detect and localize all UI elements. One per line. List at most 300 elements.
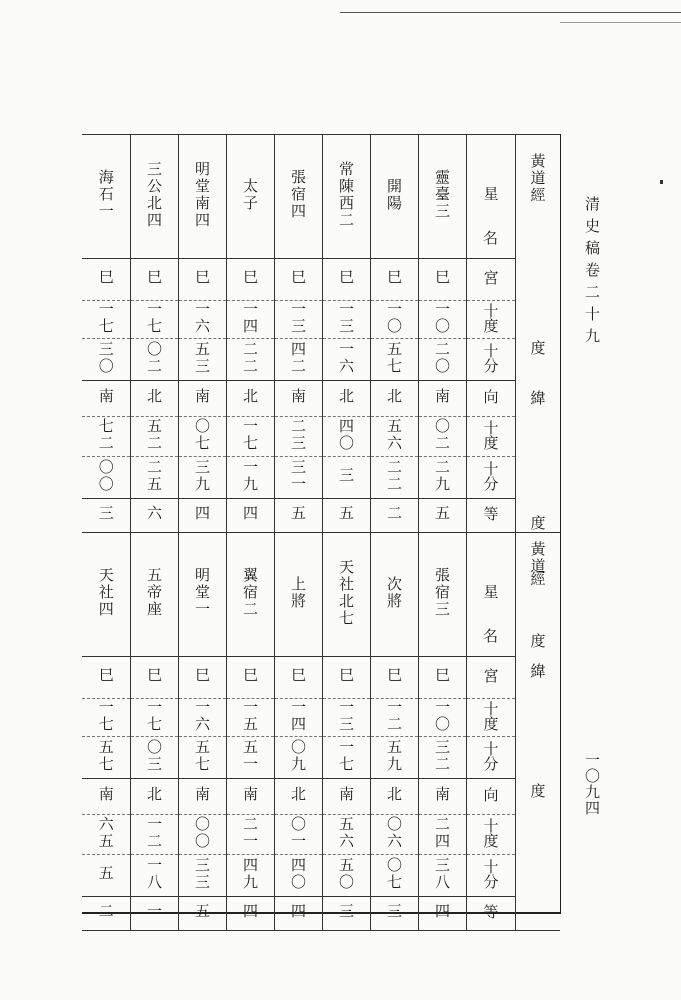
value-lon_min: 四二 bbox=[289, 340, 307, 375]
section-header-text: 度 bbox=[528, 340, 547, 357]
value-cell bbox=[274, 656, 322, 698]
value-cell bbox=[274, 498, 322, 532]
value-cell bbox=[370, 736, 418, 778]
lower-mag-row bbox=[82, 896, 560, 930]
value-mag: 五 bbox=[337, 505, 355, 522]
value-lat_min: 五 bbox=[96, 865, 115, 882]
star-name: 天社四 bbox=[96, 567, 115, 618]
value-mag: 五 bbox=[289, 505, 307, 522]
value-cell bbox=[130, 300, 178, 338]
upper-name-row bbox=[82, 135, 560, 258]
value-cell bbox=[322, 778, 370, 814]
value-palace: 巳 bbox=[96, 269, 115, 286]
value-lon_deg: 一〇 bbox=[433, 698, 451, 733]
value-palace: 巳 bbox=[337, 667, 355, 684]
section-header-text: 黃道經 bbox=[528, 153, 547, 204]
value-lon_deg: 一六 bbox=[193, 300, 211, 335]
value-lon_min: 五七 bbox=[385, 340, 403, 375]
star-name-cell bbox=[226, 135, 274, 258]
value-cell bbox=[178, 416, 226, 456]
section-header-text: 度 bbox=[528, 515, 547, 532]
field-label-lon_min: 十分 bbox=[481, 342, 500, 373]
lower-lon_min-row bbox=[82, 736, 560, 778]
value-cell bbox=[226, 814, 274, 854]
value-mag: 一 bbox=[145, 903, 163, 920]
star-name-cell bbox=[226, 532, 274, 656]
value-cell bbox=[418, 300, 466, 338]
field-label-cell bbox=[466, 814, 515, 854]
value-palace: 巳 bbox=[433, 667, 451, 684]
value-lat_deg: 六五 bbox=[96, 815, 115, 850]
value-lat_min: 二五 bbox=[145, 458, 163, 493]
value-palace: 巳 bbox=[241, 667, 259, 684]
star-name-cell bbox=[370, 532, 418, 656]
value-cell bbox=[274, 778, 322, 814]
value-lat_min: 五〇 bbox=[337, 856, 355, 891]
value-cell bbox=[226, 300, 274, 338]
upper-mag-row bbox=[82, 498, 560, 532]
value-dir: 南 bbox=[193, 786, 211, 803]
value-lon_deg: 一五 bbox=[241, 698, 259, 733]
star-name-cell bbox=[130, 135, 178, 258]
value-lon_min: 一六 bbox=[337, 340, 355, 375]
value-cell bbox=[322, 854, 370, 896]
value-palace: 巳 bbox=[337, 269, 355, 286]
running-head: 清史稿卷二十九 bbox=[583, 196, 601, 350]
star-name-cell bbox=[82, 532, 130, 656]
value-dir: 南 bbox=[193, 388, 211, 405]
value-lat_deg: 五六 bbox=[337, 815, 355, 850]
value-cell bbox=[370, 778, 418, 814]
value-lon_deg: 一四 bbox=[241, 300, 259, 335]
value-lon_min: 三二 bbox=[433, 738, 451, 773]
star-name-cell bbox=[418, 532, 466, 656]
field-label-mag: 等 bbox=[481, 904, 500, 919]
field-label-cell bbox=[466, 416, 515, 456]
value-cell bbox=[370, 698, 418, 736]
value-lat_deg: 五二 bbox=[145, 417, 163, 452]
value-dir: 南 bbox=[241, 786, 259, 803]
star-name-cell bbox=[178, 532, 226, 656]
value-lat_min: 一九 bbox=[241, 458, 259, 493]
value-dir: 北 bbox=[289, 786, 307, 803]
field-label-cell bbox=[466, 778, 515, 814]
value-cell bbox=[226, 854, 274, 896]
value-palace: 巳 bbox=[385, 269, 403, 286]
field-label-cell bbox=[466, 656, 515, 698]
value-cell bbox=[130, 380, 178, 416]
value-lat_deg: 一七 bbox=[241, 417, 259, 452]
value-mag: 四 bbox=[241, 903, 259, 920]
star-name: 張宿四 bbox=[289, 169, 307, 221]
value-mag: 五 bbox=[433, 505, 451, 522]
value-dir: 南 bbox=[337, 786, 355, 803]
value-cell bbox=[322, 736, 370, 778]
value-cell bbox=[418, 778, 466, 814]
section-header-text: 緯 bbox=[528, 662, 547, 680]
value-lon_deg: 一三 bbox=[337, 300, 355, 335]
value-cell bbox=[178, 854, 226, 896]
value-cell bbox=[274, 416, 322, 456]
value-lon_min: 五七 bbox=[96, 738, 115, 773]
value-lon_deg: 一七 bbox=[96, 300, 115, 335]
value-mag: 四 bbox=[193, 505, 211, 522]
value-dir: 北 bbox=[385, 786, 403, 803]
star-name-cell bbox=[82, 135, 130, 258]
value-lat_deg: 七二 bbox=[96, 417, 115, 452]
value-lon_deg: 一七 bbox=[145, 698, 163, 733]
value-cell bbox=[274, 456, 322, 498]
value-lat_deg: 二一 bbox=[241, 815, 259, 850]
field-label-lat_deg: 十度 bbox=[481, 419, 500, 450]
value-cell bbox=[130, 338, 178, 380]
name-label-top: 星 bbox=[481, 584, 500, 601]
field-label-cell bbox=[466, 736, 515, 778]
value-cell bbox=[178, 498, 226, 532]
value-palace: 巳 bbox=[193, 667, 211, 684]
value-cell bbox=[226, 698, 274, 736]
value-cell bbox=[370, 416, 418, 456]
value-lat_deg: 一二 bbox=[145, 815, 163, 850]
value-cell bbox=[178, 338, 226, 380]
field-label-lon_min: 十分 bbox=[481, 740, 500, 771]
value-cell bbox=[226, 258, 274, 300]
field-label-palace: 宮 bbox=[481, 668, 500, 683]
value-cell bbox=[274, 854, 322, 896]
value-cell bbox=[178, 698, 226, 736]
value-lat_min: 〇〇 bbox=[96, 458, 115, 493]
value-lat_deg: 〇一 bbox=[289, 815, 307, 850]
value-cell bbox=[370, 456, 418, 498]
value-cell bbox=[82, 258, 130, 300]
value-cell bbox=[178, 258, 226, 300]
value-palace: 巳 bbox=[145, 269, 163, 286]
value-cell bbox=[322, 698, 370, 736]
value-palace: 巳 bbox=[96, 667, 115, 684]
star-name-cell bbox=[130, 532, 178, 656]
value-cell bbox=[178, 456, 226, 498]
value-lat_min: 二九 bbox=[433, 458, 451, 493]
section-header-text: 度 bbox=[528, 632, 547, 650]
value-cell bbox=[130, 498, 178, 532]
value-lon_deg: 一七 bbox=[145, 300, 163, 335]
value-lon_deg: 一三 bbox=[337, 698, 355, 733]
value-cell bbox=[130, 456, 178, 498]
star-name-cell bbox=[274, 135, 322, 258]
star-name: 明堂一 bbox=[193, 567, 211, 618]
value-cell bbox=[274, 380, 322, 416]
value-cell bbox=[226, 338, 274, 380]
field-label-lon_deg: 十度 bbox=[481, 302, 500, 333]
value-palace: 巳 bbox=[385, 667, 403, 684]
value-cell bbox=[322, 300, 370, 338]
section-header-cell bbox=[515, 135, 560, 532]
value-lon_deg: 一三 bbox=[289, 300, 307, 335]
value-lon_min: 一七 bbox=[337, 738, 355, 773]
value-cell bbox=[226, 736, 274, 778]
value-cell bbox=[130, 698, 178, 736]
value-lat_deg: 〇〇 bbox=[193, 815, 211, 850]
star-name: 常陳西二 bbox=[337, 160, 355, 229]
value-dir: 南 bbox=[96, 786, 115, 803]
value-cell bbox=[130, 778, 178, 814]
value-cell bbox=[226, 416, 274, 456]
value-lon_min: 三〇 bbox=[96, 340, 115, 375]
field-label-lat_min: 十分 bbox=[481, 858, 500, 889]
value-cell bbox=[82, 380, 130, 416]
value-lat_min: 三三 bbox=[193, 856, 211, 891]
value-cell bbox=[82, 338, 130, 380]
value-dir: 北 bbox=[145, 388, 163, 405]
value-cell bbox=[418, 338, 466, 380]
field-label-cell bbox=[466, 456, 515, 498]
field-label-cell bbox=[466, 380, 515, 416]
value-cell bbox=[178, 778, 226, 814]
value-lon_deg: 一二 bbox=[385, 698, 403, 733]
field-label-cell bbox=[466, 300, 515, 338]
value-lon_min: 〇九 bbox=[289, 738, 307, 773]
value-palace: 巳 bbox=[241, 269, 259, 286]
value-lat_deg: 〇六 bbox=[385, 815, 403, 850]
star-name: 明堂南四 bbox=[193, 160, 211, 229]
star-name-cell bbox=[274, 532, 322, 656]
value-lon_deg: 一六 bbox=[193, 698, 211, 733]
value-lon_min: 二〇 bbox=[433, 340, 451, 375]
value-cell bbox=[130, 258, 178, 300]
value-cell bbox=[274, 896, 322, 930]
value-cell bbox=[82, 814, 130, 854]
value-mag: 三 bbox=[96, 505, 115, 522]
value-dir: 南 bbox=[96, 388, 115, 405]
star-name: 靈臺三 bbox=[433, 169, 451, 221]
value-cell bbox=[226, 656, 274, 698]
value-lat_min: 四〇 bbox=[289, 856, 307, 891]
value-cell bbox=[82, 896, 130, 930]
value-cell bbox=[418, 814, 466, 854]
value-cell bbox=[226, 456, 274, 498]
field-label-cell bbox=[466, 498, 515, 532]
value-lat_deg: 二四 bbox=[433, 815, 451, 850]
value-cell bbox=[274, 814, 322, 854]
field-label-lat_deg: 十度 bbox=[481, 817, 500, 848]
value-cell bbox=[322, 656, 370, 698]
value-mag: 二 bbox=[96, 903, 115, 920]
value-dir: 北 bbox=[385, 388, 403, 405]
lower-palace-row bbox=[82, 656, 560, 698]
field-label-cell bbox=[466, 896, 515, 930]
upper-lon_deg-row bbox=[82, 300, 560, 338]
value-lon_deg: 一〇 bbox=[385, 300, 403, 335]
upper-palace-row bbox=[82, 258, 560, 300]
value-cell bbox=[418, 498, 466, 532]
table-right-rule bbox=[560, 134, 561, 914]
value-cell bbox=[322, 416, 370, 456]
section-header-text: 度 bbox=[528, 782, 547, 800]
value-cell bbox=[370, 258, 418, 300]
value-lon_min: 五七 bbox=[193, 738, 211, 773]
value-lat_deg: 〇七 bbox=[193, 417, 211, 452]
value-palace: 巳 bbox=[289, 667, 307, 684]
value-lat_deg: 二三 bbox=[289, 417, 307, 452]
star-name: 翼宿二 bbox=[241, 567, 259, 618]
field-label-lon_deg: 十度 bbox=[481, 700, 500, 731]
value-cell bbox=[226, 380, 274, 416]
ink-mark bbox=[660, 180, 663, 184]
value-cell bbox=[418, 896, 466, 930]
value-cell bbox=[82, 736, 130, 778]
value-lon_min: 二二 bbox=[241, 340, 259, 375]
value-cell bbox=[130, 656, 178, 698]
value-cell bbox=[274, 338, 322, 380]
value-cell bbox=[322, 814, 370, 854]
value-cell bbox=[178, 736, 226, 778]
star-name-cell bbox=[178, 135, 226, 258]
value-cell bbox=[82, 456, 130, 498]
star-name: 天社北七 bbox=[337, 558, 355, 627]
star-catalog-table bbox=[82, 135, 560, 931]
value-cell bbox=[82, 416, 130, 456]
star-name: 上將 bbox=[289, 575, 307, 610]
upper-lat_deg-row bbox=[82, 416, 560, 456]
value-cell bbox=[82, 656, 130, 698]
value-cell bbox=[370, 380, 418, 416]
value-cell bbox=[226, 896, 274, 930]
value-cell bbox=[418, 416, 466, 456]
section-header-text: 緯 bbox=[528, 390, 547, 407]
value-cell bbox=[418, 456, 466, 498]
value-cell bbox=[418, 854, 466, 896]
field-label-dir: 向 bbox=[481, 389, 500, 404]
top-rule-secondary bbox=[560, 22, 681, 23]
value-lon_min: 五一 bbox=[241, 738, 259, 773]
value-mag: 四 bbox=[433, 903, 451, 920]
star-name-cell bbox=[322, 135, 370, 258]
value-lon_deg: 一四 bbox=[289, 698, 307, 733]
value-cell bbox=[370, 814, 418, 854]
value-dir: 北 bbox=[241, 388, 259, 405]
lower-dir-row bbox=[82, 778, 560, 814]
star-name: 太子 bbox=[241, 177, 259, 212]
value-mag: 六 bbox=[145, 505, 163, 522]
value-lat_min: 三 bbox=[337, 467, 355, 484]
value-lat_min: 四九 bbox=[241, 856, 259, 891]
section-header-text: 黃道 bbox=[528, 540, 547, 575]
value-lon_min: 〇三 bbox=[145, 738, 163, 773]
section-header-text: 經 bbox=[528, 570, 547, 588]
value-lon_deg: 一〇 bbox=[433, 300, 451, 335]
star-name: 張宿三 bbox=[433, 567, 451, 618]
field-label-dir: 向 bbox=[481, 787, 500, 802]
value-cell bbox=[82, 698, 130, 736]
value-cell bbox=[226, 498, 274, 532]
value-lon_min: 〇二 bbox=[145, 340, 163, 375]
value-lat_min: 二二 bbox=[385, 458, 403, 493]
value-dir: 北 bbox=[145, 786, 163, 803]
value-lon_deg: 一七 bbox=[96, 698, 115, 733]
upper-dir-row bbox=[82, 380, 560, 416]
value-lat_min: 一八 bbox=[145, 856, 163, 891]
value-cell bbox=[82, 854, 130, 896]
value-cell bbox=[322, 258, 370, 300]
value-lat_deg: 四〇 bbox=[337, 417, 355, 452]
value-palace: 巳 bbox=[289, 269, 307, 286]
page-number: 一〇九四 bbox=[583, 752, 601, 816]
value-cell bbox=[130, 854, 178, 896]
value-cell bbox=[370, 854, 418, 896]
lower-lat_min-row bbox=[82, 854, 560, 896]
value-cell bbox=[370, 656, 418, 698]
value-mag: 三 bbox=[337, 903, 355, 920]
lower-name-row bbox=[82, 532, 560, 656]
field-label-cell bbox=[466, 258, 515, 300]
value-mag: 四 bbox=[241, 505, 259, 522]
value-cell bbox=[178, 300, 226, 338]
value-cell bbox=[274, 698, 322, 736]
value-cell bbox=[178, 380, 226, 416]
star-name-cell bbox=[370, 135, 418, 258]
value-dir: 南 bbox=[289, 388, 307, 405]
value-palace: 巳 bbox=[145, 667, 163, 684]
star-name: 次將 bbox=[385, 575, 403, 610]
name-label-top: 星 bbox=[481, 186, 500, 204]
field-label-lat_min: 十分 bbox=[481, 460, 500, 491]
value-cell bbox=[322, 896, 370, 930]
field-label-palace: 宮 bbox=[481, 270, 500, 285]
field-label-cell bbox=[466, 854, 515, 896]
value-palace: 巳 bbox=[433, 269, 451, 286]
value-cell bbox=[130, 736, 178, 778]
value-lon_min: 五三 bbox=[193, 340, 211, 375]
value-dir: 北 bbox=[337, 388, 355, 405]
value-cell bbox=[418, 736, 466, 778]
value-cell bbox=[370, 338, 418, 380]
lower-lon_deg-row bbox=[82, 698, 560, 736]
value-cell bbox=[322, 456, 370, 498]
value-cell bbox=[130, 896, 178, 930]
field-label-cell bbox=[466, 338, 515, 380]
upper-lat_min-row bbox=[82, 456, 560, 498]
field-label-cell bbox=[466, 698, 515, 736]
upper-lon_min-row bbox=[82, 338, 560, 380]
value-cell bbox=[178, 814, 226, 854]
value-cell bbox=[418, 656, 466, 698]
star-name-cell bbox=[322, 532, 370, 656]
value-mag: 三 bbox=[385, 903, 403, 920]
value-cell bbox=[370, 300, 418, 338]
value-dir: 南 bbox=[433, 388, 451, 405]
value-lat_min: 三一 bbox=[289, 458, 307, 493]
star-name: 三公北四 bbox=[145, 160, 163, 229]
star-name: 五帝座 bbox=[145, 567, 163, 618]
value-cell bbox=[130, 814, 178, 854]
value-lat_deg: 五六 bbox=[385, 417, 403, 452]
value-cell bbox=[322, 498, 370, 532]
value-cell bbox=[82, 498, 130, 532]
section-header-cell bbox=[515, 532, 560, 930]
name-label-bottom: 名 bbox=[482, 626, 498, 645]
value-cell bbox=[226, 778, 274, 814]
value-mag: 四 bbox=[289, 903, 307, 920]
top-rule bbox=[340, 12, 681, 13]
value-lat_deg: 〇二 bbox=[433, 417, 451, 452]
value-cell bbox=[418, 258, 466, 300]
value-cell bbox=[178, 656, 226, 698]
lower-lat_deg-row bbox=[82, 814, 560, 854]
star-name: 開陽 bbox=[385, 177, 403, 212]
value-cell bbox=[274, 258, 322, 300]
value-dir: 南 bbox=[433, 786, 451, 803]
value-mag: 五 bbox=[193, 903, 211, 920]
